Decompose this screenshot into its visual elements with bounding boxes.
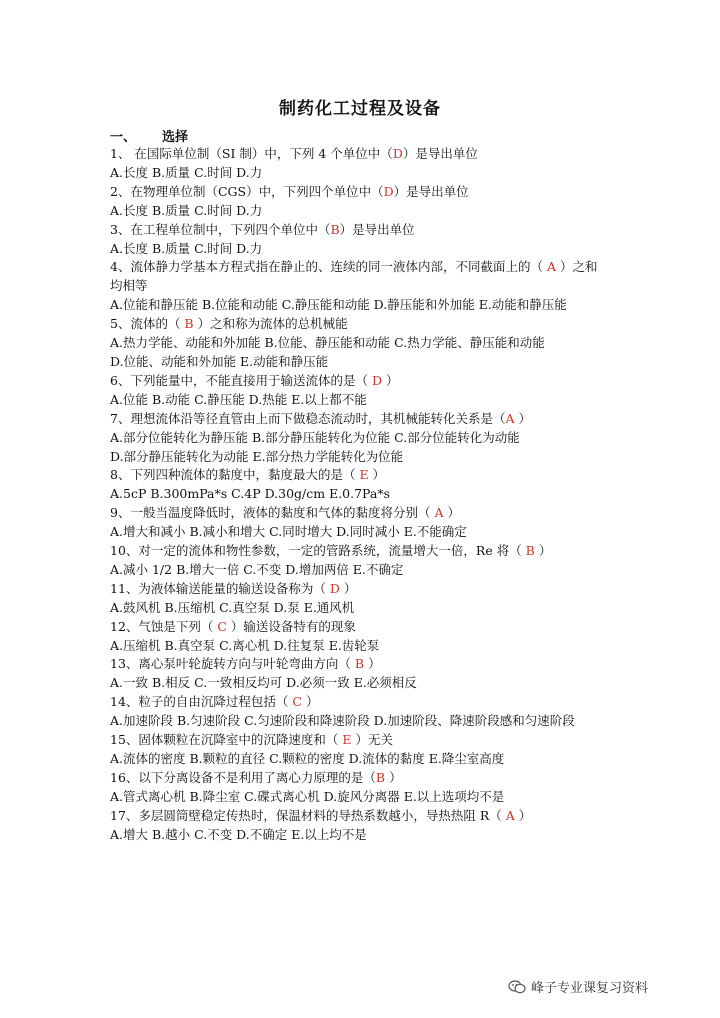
question-stem: [110, 504, 630, 523]
watermark: [508, 977, 648, 996]
question-stem: [110, 655, 630, 674]
question-stem: [110, 183, 630, 202]
question-text: 12、气蚀是下列（: [110, 618, 214, 634]
question-text-end: ）: [514, 410, 531, 426]
section-label: 选择: [162, 130, 189, 145]
answer-options: A.压缩机 B.真空泵 C.离心机 D.往复泵 E.齿轮泵: [110, 637, 380, 653]
answer-letter: E: [338, 732, 356, 748]
question-text: 17、多层圆筒壁稳定传热时，保温材料的导热系数越小，导热热阻 R（: [110, 807, 502, 823]
question-text-end: ）是导出单位: [393, 183, 469, 199]
answer-letter: B: [180, 316, 198, 332]
answer-options: A.热力学能、动能和外加能 B.位能、静压能和动能 C.热力学能、静压能和动能: [110, 335, 545, 351]
answer-letter: C: [288, 694, 306, 710]
watermark-text: 峰子专业课复习资料: [531, 981, 649, 996]
question-text: 2、在物理单位制（CGS）中，下列四个单位中（: [110, 183, 384, 199]
question-stem: [110, 466, 630, 485]
question-stem: [110, 372, 630, 391]
answer-options: A.流体的密度 B.颗粒的直径 C.颗粒的密度 D.流体的黏度 E.降尘室高度: [110, 751, 505, 766]
question-stem: [110, 221, 630, 240]
question-text-end: ）: [518, 807, 532, 823]
answer-options: A.位能 B.动能 C.静压能 D.热能 E.以上都不能: [110, 391, 367, 407]
question-text-end: ）无关: [355, 732, 394, 748]
question-stem: [110, 580, 630, 599]
answer-letter: A: [430, 505, 448, 521]
answer-options: A.鼓风机 B.压缩机 C.真空泵 D.泵 E.通风机: [110, 599, 355, 615]
question-text: 8、下列四种流体的黏度中，黏度最大的是（: [110, 467, 356, 483]
question-text: 4、流体静力学基本方程式指在静止的、连续的同一液体内部，不同截面上的（: [110, 259, 543, 275]
answer-options: A.增大和减小 B.减小和增大 C.同时增大 D.同时减小 E.不能确定: [110, 524, 467, 540]
answer-options: A.5cP B.300mPa*s C.4P D.30g/cm E.0.7Pa*s: [110, 486, 391, 502]
question-stem: [110, 410, 630, 429]
question-text-end: ）: [372, 467, 386, 483]
question-text-end: ）是导出单位: [339, 221, 415, 237]
question-text: 14、粒子的自由沉降过程包括（: [110, 694, 289, 710]
answer-options: A.一致 B.相反 C.一致相反均可 D.必须一致 E.必须相反: [110, 675, 417, 691]
question-text: 6、下列能量中，不能直接用于输送流体的是（: [110, 372, 368, 388]
section-number: 一、: [110, 130, 137, 145]
answer-options: D.部分静压能转化为动能 E.部分热力学能转化为位能: [110, 448, 404, 464]
answer-letter: D: [392, 146, 403, 161]
question-stem: [110, 807, 630, 826]
answer-letter: E: [355, 467, 373, 483]
page-title: 制药化工过程及设备: [279, 99, 441, 119]
answer-letter: B: [521, 543, 539, 559]
question-text-end: ）: [447, 505, 460, 521]
answer-letter: A: [505, 410, 515, 426]
answer-options: A.增大 B.越小 C.不变 D.不确定 E.以上均不是: [110, 826, 367, 842]
answer-options: A.减小 1/2 B.增大一倍 C.不变 D.增加两倍 E.不确定: [110, 561, 404, 577]
answer-letter: D: [367, 372, 386, 388]
answer-options: A.长度 B.质量 C.时间 D.力: [110, 240, 263, 256]
question-text: 9、一般当温度降低时，液体的黏度和气体的黏度将分别（: [110, 505, 431, 521]
question-text-end: ）之和: [559, 259, 598, 275]
answer-letter: D: [325, 580, 344, 596]
answer-letter: B: [330, 221, 340, 237]
section-heading: [110, 126, 188, 145]
question-stem: [110, 769, 630, 788]
question-text: 13、离心泵叶轮旋转方向与叶轮弯曲方向（: [110, 656, 351, 672]
question-text: 16、以下分离设备不是利用了离心力原理的是（: [110, 769, 376, 785]
question-text: 3、在工程单位制中，下列四个单位中（: [110, 221, 331, 237]
question-stem: [110, 542, 630, 561]
question-text-end: ）: [385, 769, 402, 785]
question-stem: [110, 145, 630, 164]
answer-letter: C: [213, 618, 231, 634]
question-stem: [110, 618, 630, 637]
question-text-end: ）: [343, 580, 357, 596]
question-text: 11、为液体输送能量的输送设备称为（: [110, 580, 326, 596]
question-stem: [110, 315, 630, 334]
question-continuation: 均相等: [110, 278, 148, 294]
question-text: 5、流体的（: [110, 316, 181, 332]
question-list: [110, 145, 630, 845]
question-text: 1、 在国际单位制（SI 制）中，下列 4 个单位中（: [110, 146, 393, 161]
question-text-end: ）: [368, 656, 381, 672]
answer-options: A.位能和静压能 B.位能和动能 C.静压能和动能 D.静压能和外加能 E.动能和静压能: [110, 297, 567, 313]
answer-options: A.管式离心机 B.降尘室 C.碟式离心机 D.旋风分离器 E.以上选项均不是: [110, 788, 505, 804]
question-text-end: ）之和称为流体的总机械能: [197, 316, 348, 332]
answer-options: A.长度 B.质量 C.时间 D.力: [110, 164, 263, 180]
question-text-end: ）是导出单位: [402, 146, 478, 161]
question-stem: [110, 731, 630, 750]
wechat-icon: [508, 980, 526, 994]
answer-options: A.长度 B.质量 C.时间 D.力: [110, 202, 263, 218]
answer-letter: B: [350, 656, 369, 672]
answer-letter: D: [383, 183, 394, 199]
answer-letter: A: [542, 259, 560, 275]
question-text-end: ）: [385, 372, 399, 388]
question-text-end: ）输送设备特有的现象: [230, 618, 356, 634]
answer-letter: B: [375, 769, 386, 785]
question-stem: [110, 258, 630, 277]
question-stem: [110, 693, 630, 712]
answer-options: A.加速阶段 B.匀速阶段 C.匀速阶段和降速阶段 D.加速阶段、降速阶段感和匀速阶段: [110, 713, 575, 729]
answer-letter: A: [501, 807, 519, 823]
question-text-end: ）: [305, 694, 319, 710]
answer-options: A.部分位能转化为静压能 B.部分静压能转化为位能 C.部分位能转化为动能: [110, 429, 520, 445]
question-text: 10、对一定的流体和物性参数，一定的管路系统，流量增大一倍，Re 将（: [110, 543, 522, 559]
question-text: 15、固体颗粒在沉降室中的沉降速度和（: [110, 732, 339, 748]
answer-options: D.位能、动能和外加能 E.动能和静压能: [110, 353, 329, 369]
question-text: 7、理想流体沿等径直管由上而下做稳态流动时，其机械能转化关系是（: [110, 410, 506, 426]
question-text-end: ）: [538, 543, 552, 559]
